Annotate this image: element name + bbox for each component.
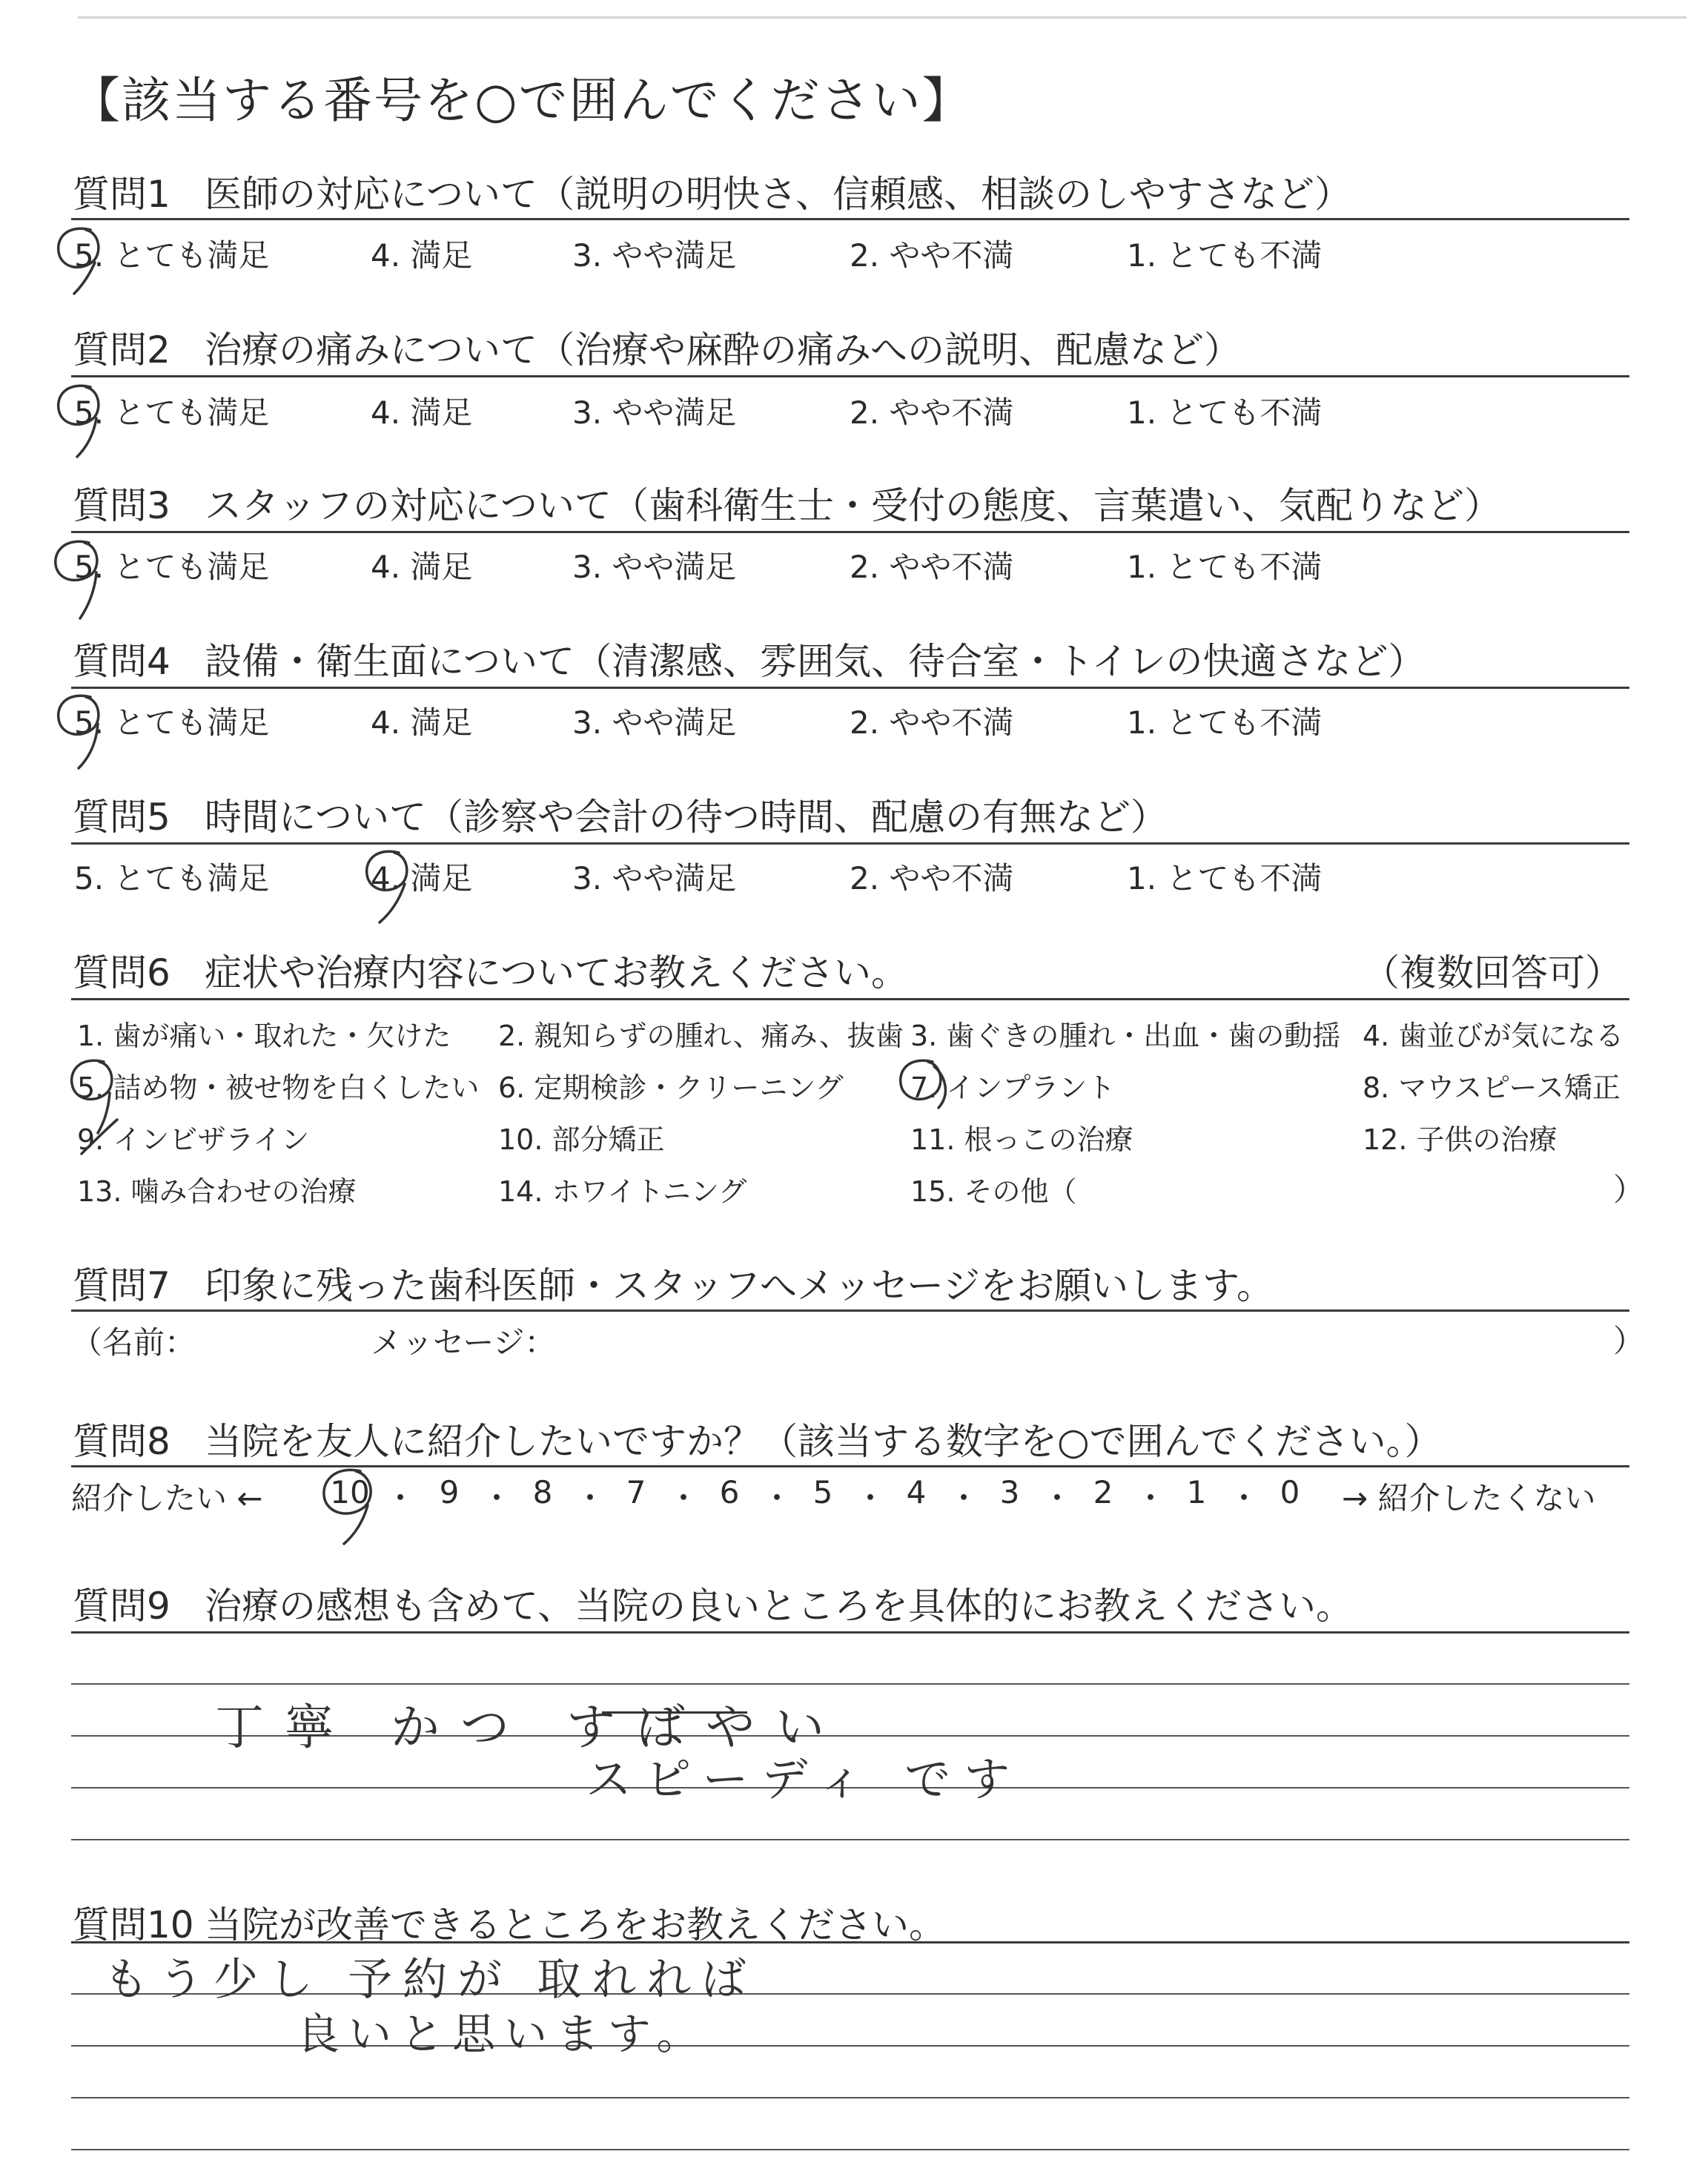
q8-scale-8[interactable]: 8 bbox=[532, 1474, 553, 1510]
q8-scale-dot: ・ bbox=[854, 1480, 886, 1516]
q6-choice-3[interactable]: 3. 歯ぐきの腫れ・出血・歯の動揺 bbox=[910, 1020, 1341, 1052]
q1-option-5[interactable]: 5. とても満足 bbox=[74, 237, 270, 274]
question-1-rule bbox=[71, 218, 1629, 220]
question-1-text: 医師の対応について（説明の明快さ、信頼感、相談のしやすさなど） bbox=[205, 173, 1351, 216]
q8-scale-10[interactable]: 10 bbox=[330, 1474, 370, 1510]
q2-option-5[interactable]: 5. とても満足 bbox=[74, 394, 270, 431]
q8-scale-dot: ・ bbox=[667, 1480, 699, 1516]
q2-option-3[interactable]: 3. やや満足 bbox=[572, 394, 737, 431]
question-4-rule bbox=[71, 687, 1629, 689]
q8-scale-6[interactable]: 6 bbox=[719, 1474, 740, 1510]
question-3-number: 質問3 bbox=[73, 484, 171, 527]
q4-option-1[interactable]: 1. とても不満 bbox=[1127, 704, 1323, 741]
q8-scale-dot: ・ bbox=[480, 1480, 512, 1516]
question-6-rule bbox=[71, 998, 1629, 1000]
q6-other-close-paren: ） bbox=[1613, 1172, 1645, 1208]
q8-right-label: → 紹介したくない bbox=[1342, 1480, 1596, 1516]
question-7-text: 印象に残った歯科医師・スタッフへメッセージをお願いします。 bbox=[205, 1264, 1274, 1307]
question-10-rule bbox=[71, 1941, 1629, 1943]
question-6-title bbox=[73, 943, 908, 997]
q4-option-2[interactable]: 2. やや不満 bbox=[850, 704, 1014, 741]
question-9-text: 治療の感想も含めて、当院の良いところを具体的にお教えください。 bbox=[205, 1585, 1353, 1628]
q1-option-2[interactable]: 2. やや不満 bbox=[850, 237, 1014, 274]
q8-scale-dot: ・ bbox=[1041, 1480, 1073, 1516]
q8-scale-2[interactable]: 2 bbox=[1093, 1474, 1113, 1510]
q5-option-5[interactable]: 5. とても満足 bbox=[74, 860, 270, 896]
q5-option-4[interactable]: 4. 満足 bbox=[371, 860, 473, 896]
question-3-rule bbox=[71, 531, 1629, 533]
q8-scale-0[interactable]: 0 bbox=[1280, 1474, 1300, 1510]
q6-choice-14[interactable]: 14. ホワイトニング bbox=[498, 1175, 747, 1208]
question-4-title bbox=[73, 632, 1426, 685]
q8-scale-9[interactable]: 9 bbox=[439, 1474, 460, 1510]
q5-option-1[interactable]: 1. とても不満 bbox=[1127, 860, 1323, 896]
q8-scale-dot: ・ bbox=[947, 1480, 979, 1516]
q1-option-3[interactable]: 3. やや満足 bbox=[572, 237, 737, 274]
q8-scale bbox=[0, 1474, 1708, 1519]
question-6-note: （複数回答可） bbox=[1363, 951, 1622, 994]
question-5-number: 質問5 bbox=[73, 796, 171, 839]
q9-handwritten-line1: 丁寧 かつ すばやい bbox=[215, 1699, 845, 1756]
question-3-title bbox=[73, 476, 1501, 529]
q8-scale-dot: ・ bbox=[384, 1480, 416, 1516]
q5-option-3[interactable]: 3. やや満足 bbox=[572, 860, 737, 896]
question-9-number: 質問9 bbox=[73, 1585, 171, 1628]
question-2-rule bbox=[71, 375, 1629, 377]
q1-option-1[interactable]: 1. とても不満 bbox=[1127, 237, 1323, 274]
question-9-title bbox=[73, 1576, 1353, 1630]
question-5-rule bbox=[71, 842, 1629, 845]
question-4-number: 質問4 bbox=[73, 640, 171, 683]
q10-handwritten-line1: もう少し 予約が 取れれば bbox=[104, 1954, 757, 2006]
q9-answer-line bbox=[71, 1839, 1629, 1840]
question-8-text: 当院を友人に紹介したいですか？（該当する数字を○で囲んでください。） bbox=[205, 1420, 1442, 1463]
q6-choice-1[interactable]: 1. 歯が痛い・取れた・欠けた bbox=[77, 1020, 451, 1052]
question-2-title bbox=[73, 320, 1241, 374]
q6-choice-7[interactable]: 7. インプラント bbox=[910, 1071, 1116, 1104]
q1-option-4[interactable]: 4. 満足 bbox=[371, 237, 473, 274]
question-1-title bbox=[73, 165, 1351, 218]
q10-handwritten-line2: 良いと思います。 bbox=[297, 2009, 709, 2059]
q8-scale-5[interactable]: 5 bbox=[812, 1474, 833, 1510]
question-8-number: 質問8 bbox=[73, 1420, 171, 1463]
question-10-text: 当院が改善できるところをお教えください。 bbox=[205, 1903, 946, 1946]
q2-option-2[interactable]: 2. やや不満 bbox=[850, 394, 1014, 431]
q8-scale-1[interactable]: 1 bbox=[1186, 1474, 1207, 1510]
question-6-number: 質問6 bbox=[73, 951, 171, 994]
q7-message-label: メッセージ： bbox=[371, 1324, 556, 1361]
q6-choice-8[interactable]: 8. マウスピース矯正 bbox=[1363, 1071, 1621, 1104]
question-5-text: 時間について（診察や会計の待つ時間、配慮の有無など） bbox=[205, 796, 1168, 839]
q6-choice-10[interactable]: 10. 部分矯正 bbox=[498, 1123, 665, 1156]
question-7-rule bbox=[71, 1309, 1629, 1312]
q6-choice-5[interactable]: 5. 詰め物・被せ物を白くしたい bbox=[77, 1071, 480, 1104]
q6-choice-2[interactable]: 2. 親知らずの腫れ、痛み、抜歯 bbox=[498, 1020, 904, 1052]
q4-option-5[interactable]: 5. とても満足 bbox=[74, 704, 270, 741]
q8-scale-3[interactable]: 3 bbox=[999, 1474, 1020, 1510]
q10-answer-line bbox=[71, 2097, 1629, 2098]
q3-option-1[interactable]: 1. とても不満 bbox=[1127, 549, 1323, 585]
question-1-number: 質問1 bbox=[73, 173, 171, 216]
question-7-number: 質問7 bbox=[73, 1264, 171, 1307]
q8-scale-dot: ・ bbox=[1228, 1480, 1260, 1516]
q3-option-4[interactable]: 4. 満足 bbox=[371, 549, 473, 585]
question-3-text: スタッフの対応について（歯科衛生士・受付の態度、言葉遣い、気配りなど） bbox=[205, 484, 1501, 527]
question-5-title bbox=[73, 787, 1168, 841]
question-8-title bbox=[73, 1412, 1442, 1465]
q4-option-4[interactable]: 4. 満足 bbox=[371, 704, 473, 741]
q8-scale-dot: ・ bbox=[761, 1480, 792, 1516]
q4-option-3[interactable]: 3. やや満足 bbox=[572, 704, 737, 741]
q3-option-5[interactable]: 5. とても満足 bbox=[74, 549, 270, 585]
question-7-title bbox=[73, 1256, 1274, 1309]
q6-choice-13[interactable]: 13. 噛み合わせの治療 bbox=[77, 1175, 357, 1208]
question-8-rule bbox=[71, 1465, 1629, 1467]
q7-name-label: （名前： bbox=[71, 1324, 196, 1361]
page-edge bbox=[78, 16, 1687, 19]
q10-answer-line bbox=[71, 2149, 1629, 2150]
q6-choice-6[interactable]: 6. 定期検診・クリーニング bbox=[498, 1071, 844, 1104]
q3-option-3[interactable]: 3. やや満足 bbox=[572, 549, 737, 585]
q8-scale-7[interactable]: 7 bbox=[626, 1474, 646, 1510]
q2-option-4[interactable]: 4. 満足 bbox=[371, 394, 473, 431]
question-2-text: 治療の痛みについて（治療や麻酔の痛みへの説明、配慮など） bbox=[205, 328, 1241, 371]
q6-choice-11[interactable]: 11. 根っこの治療 bbox=[910, 1123, 1133, 1156]
q6-choice-9[interactable]: 9. インビザライン bbox=[77, 1123, 310, 1156]
q9-handwritten-line2: スピーディ です bbox=[586, 1752, 1024, 1806]
q9-answer-line bbox=[71, 1683, 1629, 1685]
q8-scale-4[interactable]: 4 bbox=[906, 1474, 927, 1510]
q6-choice-12[interactable]: 12. 子供の治療 bbox=[1363, 1123, 1558, 1156]
question-2-number: 質問2 bbox=[73, 328, 171, 371]
q6-choice-15[interactable]: 15. その他（ bbox=[910, 1175, 1077, 1208]
question-9-rule bbox=[71, 1631, 1629, 1634]
q8-scale-dot: ・ bbox=[1134, 1480, 1166, 1516]
question-4-text: 設備・衛生面について（清潔感、雰囲気、待合室・トイレの快適さなど） bbox=[205, 640, 1426, 683]
q8-scale-dot: ・ bbox=[574, 1480, 606, 1516]
question-10-number: 質問10 bbox=[73, 1903, 194, 1946]
q8-left-label: 紹介したい ← bbox=[71, 1480, 263, 1516]
q3-option-2[interactable]: 2. やや不満 bbox=[850, 549, 1014, 585]
q2-option-1[interactable]: 1. とても不満 bbox=[1127, 394, 1323, 431]
question-6-text: 症状や治療内容についてお教えください。 bbox=[205, 951, 908, 994]
q7-close-paren: ） bbox=[1613, 1323, 1645, 1359]
instruction-heading: 【該当する番号を○で囲んでください】 bbox=[71, 72, 973, 129]
q6-choice-4[interactable]: 4. 歯並びが気になる bbox=[1363, 1020, 1624, 1052]
q9-strikethrough bbox=[602, 1711, 747, 1714]
q5-option-2[interactable]: 2. やや不満 bbox=[850, 860, 1014, 896]
